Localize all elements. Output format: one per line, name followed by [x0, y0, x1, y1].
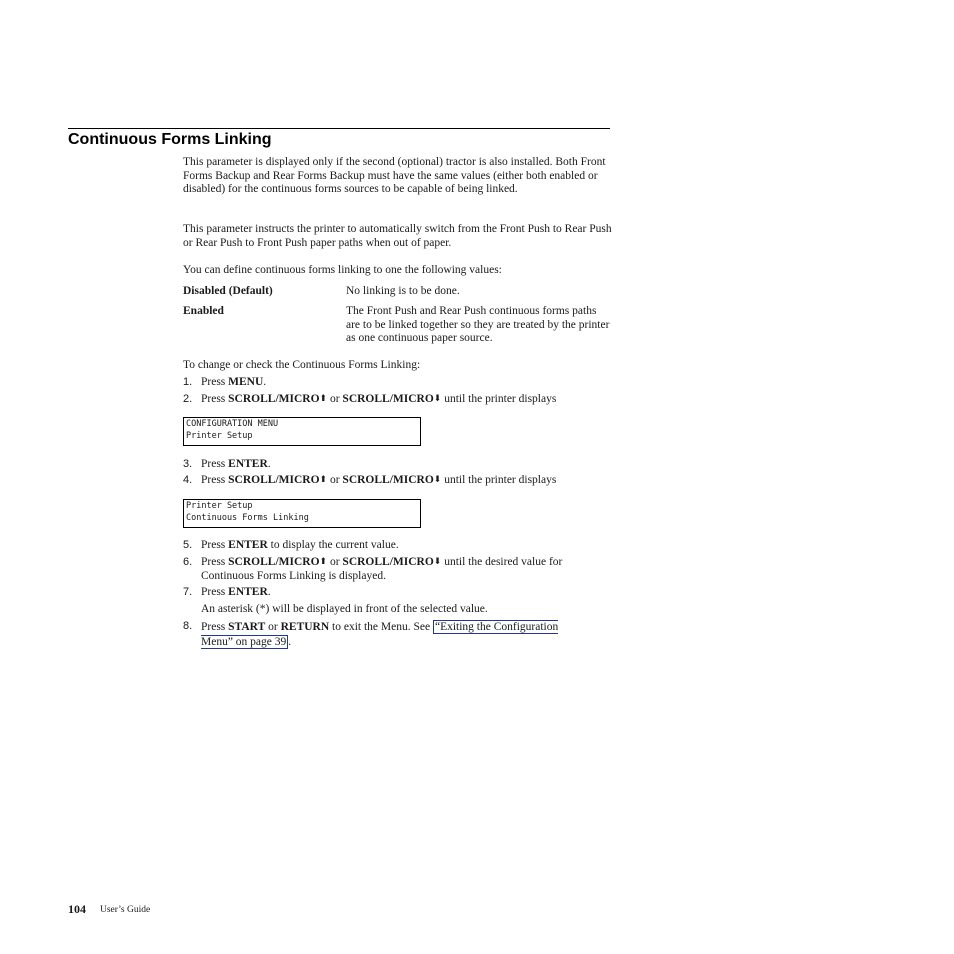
definition-desc-enabled: The Front Push and Rear Push continuous forms paths are to be linked together so they are treated by the printer as one continuous paper source.: [346, 305, 610, 344]
paragraph-values: You can define continuous forms linking to one the following values:: [183, 264, 502, 276]
key-scroll-micro: SCROLL/MICRO: [228, 556, 320, 568]
heading-rule: [68, 128, 610, 129]
footer-book-title: User’s Guide: [100, 905, 151, 915]
display-panel-configuration: [183, 417, 421, 446]
step-number: 5.: [183, 539, 193, 551]
key-start: START: [228, 621, 266, 633]
key-return: RETURN: [280, 621, 330, 633]
key-scroll-micro: SCROLL/MICRO: [228, 393, 320, 405]
definition-term-disabled: Disabled (Default): [183, 285, 273, 297]
panel-line-1: Printer Setup: [186, 501, 253, 511]
key-scroll-micro: SCROLL/MICRO: [342, 393, 434, 405]
step-number: 4.: [183, 474, 193, 486]
arrow-up-icon: ⬆: [319, 474, 328, 484]
page-number: 104: [68, 902, 86, 916]
key-scroll-micro: SCROLL/MICRO: [342, 474, 434, 486]
step-number: 8.: [183, 620, 193, 632]
arrow-up-icon: ⬆: [319, 556, 328, 566]
panel-line-2: Printer Setup: [186, 430, 253, 441]
key-scroll-micro: SCROLL/MICRO: [228, 474, 320, 486]
definition-term-enabled: Enabled: [183, 305, 224, 317]
step-number: 2.: [183, 393, 193, 405]
key-enter: ENTER: [228, 586, 268, 598]
arrow-up-icon: ⬆: [319, 393, 328, 403]
arrow-down-icon: ⬇: [433, 393, 442, 403]
step-number: 3.: [183, 458, 193, 470]
paragraph-function: This parameter instructs the printer to automatically switch from the Front Push to Rear Push or Rear Push to Front Push paper paths when out of paper.: [183, 223, 612, 249]
cross-reference-link[interactable]: “Exiting the Configuration Menu” on page 39: [201, 621, 559, 648]
definition-desc-disabled: No linking is to be done.: [346, 285, 460, 297]
key-scroll-micro: SCROLL/MICRO: [342, 556, 434, 568]
step-number: 1.: [183, 376, 193, 388]
arrow-down-icon: ⬇: [433, 474, 442, 484]
key-menu: MENU: [228, 376, 264, 388]
step-7-note: An asterisk (*) will be displayed in front of the selected value.: [201, 603, 488, 615]
step-number: 6.: [183, 556, 193, 568]
key-enter: ENTER: [228, 539, 268, 551]
paragraph-intro: This parameter is displayed only if the second (optional) tractor is also installed. Both Front Forms Backup and Rear Forms Backup must have the same values (either both enabled or disabled) for the continuous forms sources to be capable of being linked.: [183, 156, 606, 195]
panel-line-1: CONFIGURATION MENU: [186, 419, 279, 429]
step-number: 7.: [183, 586, 193, 598]
section-heading: Continuous Forms Linking: [68, 131, 272, 148]
key-enter: ENTER: [228, 458, 268, 470]
panel-line-2: Continuous Forms Linking: [186, 512, 309, 523]
steps-intro: To change or check the Continuous Forms Linking:: [183, 359, 421, 371]
display-panel-printer-setup: [183, 499, 421, 528]
arrow-down-icon: ⬇: [433, 556, 442, 566]
